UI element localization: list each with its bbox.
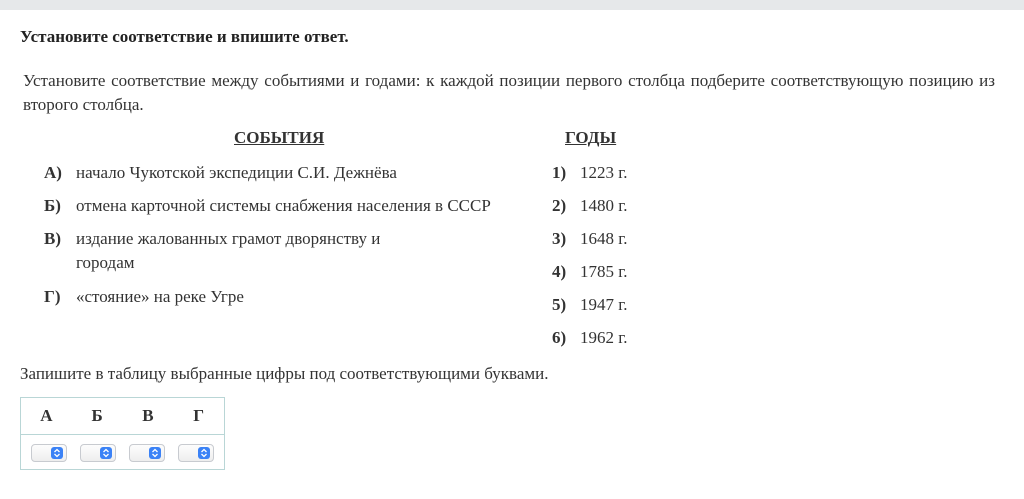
year-item-2 [552,194,628,218]
chevron-updown-icon [149,447,161,459]
year-number: 5) [552,295,567,314]
event-item-b [44,194,526,218]
year-number: 1) [552,163,567,182]
year-item-4 [552,260,628,284]
year-text: 1223 г. [580,163,628,182]
chevron-updown-icon [100,447,112,459]
chevron-updown-icon [198,447,210,459]
year-text: 1947 г. [580,295,628,314]
event-item-v [44,227,396,275]
answer-select-row [21,435,224,471]
year-number: 2) [552,196,567,215]
events-column-title: СОБЫТИЯ [234,128,325,147]
year-item-6 [552,326,628,350]
year-number: 4) [552,262,567,281]
answer-header-v: В [142,406,154,425]
event-letter: А) [44,163,62,182]
instruction-title: Установите соответствие и впишите ответ. [20,27,349,46]
event-letter: Г) [44,287,61,306]
event-letter: Б) [44,196,61,215]
year-text: 1962 г. [580,328,628,347]
year-item-1 [552,161,628,185]
year-number: 6) [552,328,567,347]
years-column-title: ГОДЫ [565,128,617,147]
event-text: издание жалованных грамот дворянству и городам [76,229,381,272]
answer-header-b: Б [91,406,103,425]
answer-select-v[interactable] [129,444,165,462]
year-number: 3) [552,229,567,248]
chevron-updown-icon [51,447,63,459]
answer-header-g: Г [193,406,205,425]
year-text: 1480 г. [580,196,628,215]
event-item-g [44,285,526,309]
top-bar [0,0,1024,10]
answer-table [20,397,225,470]
answer-header-row [21,398,224,435]
event-text: отмена карточной системы снабжения населения в СССР [76,196,491,215]
event-item-a [44,161,526,185]
answer-select-b[interactable] [80,444,116,462]
year-item-3 [552,227,628,251]
event-text: начало Чукотской экспедиции С.И. Дежнёва [76,163,397,182]
answer-header-a: А [40,406,53,425]
answer-prompt: Запишите в таблицу выбранные цифры под соответствующими буквами. [20,364,549,383]
year-item-5 [552,293,628,317]
year-text: 1648 г. [580,229,628,248]
event-text: «стояние» на реке Угре [76,287,244,306]
answer-select-a[interactable] [31,444,67,462]
year-text: 1785 г. [580,262,628,281]
task-text: Установите соответствие между событиями и годами: к каждой позиции первого столбца подберите соответствующую позицию из второго столбца. [23,71,995,114]
answer-select-g[interactable] [178,444,214,462]
event-letter: В) [44,229,61,248]
